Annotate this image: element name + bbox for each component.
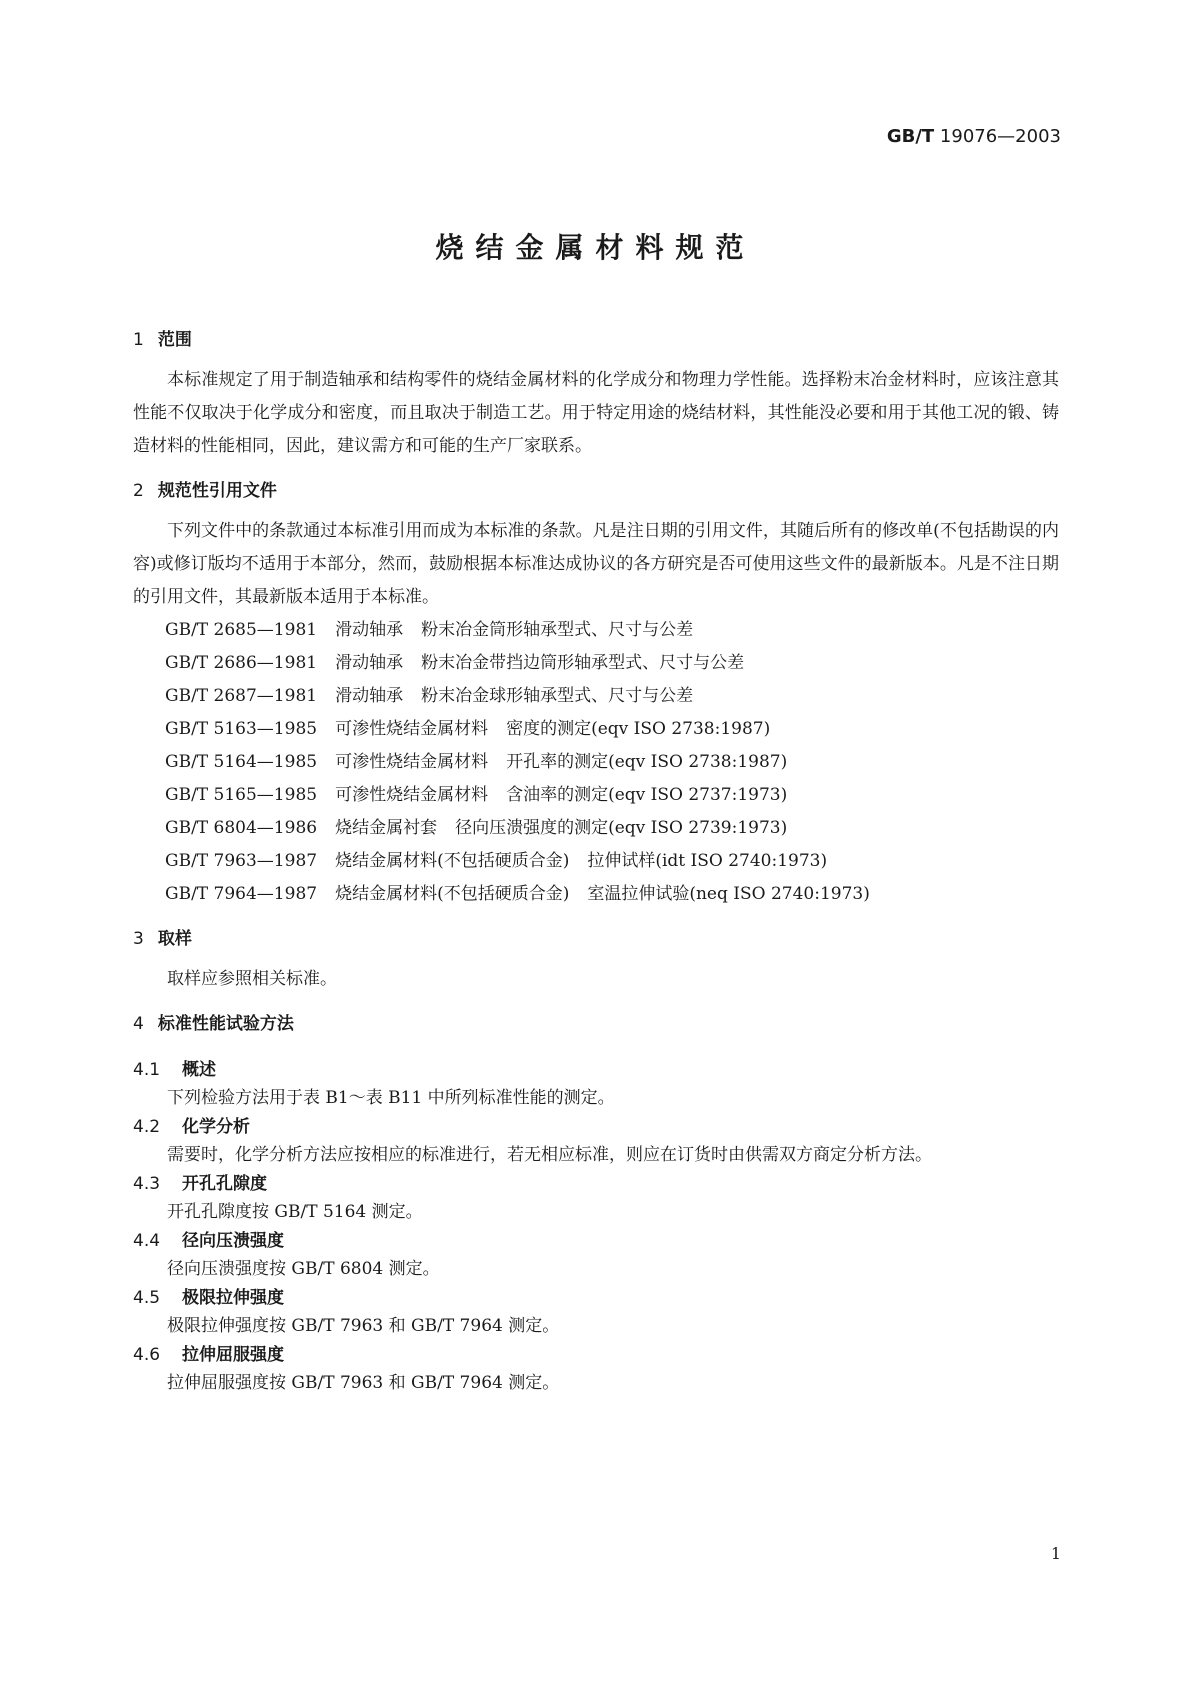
reference-code: GB/T 7963—1987 xyxy=(165,851,318,871)
reference-item xyxy=(165,680,1059,713)
subsection-number: 4.5 xyxy=(133,1288,161,1308)
normative-reference-list xyxy=(133,614,1059,911)
reference-subject: 烧结金属材料(不包括硬质合金) xyxy=(335,884,570,904)
page-number: 1 xyxy=(1050,1544,1061,1563)
reference-title: 密度的测定(eqv ISO 2738:1987) xyxy=(506,719,771,739)
subsection-4-4-paragraph: 径向压溃强度按 GB/T 6804 测定。 xyxy=(167,1259,440,1279)
reference-title: 开孔率的测定(eqv ISO 2738:1987) xyxy=(506,752,788,772)
subsection-4-5-paragraph: 极限拉伸强度按 GB/T 7963 和 GB/T 7964 测定。 xyxy=(167,1316,560,1336)
section-number: 3 xyxy=(133,929,144,949)
reference-item xyxy=(165,812,1059,845)
reference-title: 粉末冶金球形轴承型式、尺寸与公差 xyxy=(421,686,694,706)
reference-item xyxy=(165,878,1059,911)
section-title: 标准性能试验方法 xyxy=(157,1014,294,1034)
subsection-4-3-paragraph: 开孔孔隙度按 GB/T 5164 测定。 xyxy=(167,1202,423,1222)
reference-code: GB/T 2687—1981 xyxy=(165,686,318,706)
section-title: 取样 xyxy=(157,929,192,949)
section-4-heading xyxy=(133,1012,1059,1036)
reference-code: GB/T 5164—1985 xyxy=(165,752,318,772)
subsection-number: 4.3 xyxy=(133,1174,161,1194)
subsection-number: 4.6 xyxy=(133,1345,161,1365)
section-1-heading xyxy=(133,328,1059,352)
subsection-number: 4.4 xyxy=(133,1231,161,1251)
document-title: 烧结金属材料规范 xyxy=(435,231,756,264)
subsection-title: 径向压溃强度 xyxy=(182,1231,285,1251)
reference-code: GB/T 7964—1987 xyxy=(165,884,318,904)
reference-code: GB/T 2686—1981 xyxy=(165,653,318,673)
reference-item xyxy=(165,746,1059,779)
reference-item xyxy=(165,845,1059,878)
reference-subject: 滑动轴承 xyxy=(335,653,404,673)
reference-item xyxy=(165,614,1059,647)
subsection-4-4-heading xyxy=(133,1229,1059,1253)
subsection-4-5-heading xyxy=(133,1286,1059,1310)
reference-subject: 滑动轴承 xyxy=(335,686,404,706)
reference-code: GB/T 6804—1986 xyxy=(165,818,318,838)
section-1-paragraph: 本标准规定了用于制造轴承和结构零件的烧结金属材料的化学成分和物理力学性能。选择粉末冶金材料时，应该注意其性能不仅取决于化学成分和密度，而且取决于制造工艺。用于特定用途的烧结材料，其性能没必要和用于其他工况的锻、铸造材料的性能相同，因此，建议需方和可能的生产厂家联系。 xyxy=(133,370,1059,456)
reference-code: GB/T 2685—1981 xyxy=(165,620,318,640)
reference-item xyxy=(165,713,1059,746)
reference-subject: 可渗性烧结金属材料 xyxy=(335,752,489,772)
section-2-heading xyxy=(133,479,1059,503)
subsection-title: 极限拉伸强度 xyxy=(182,1288,285,1308)
reference-title: 粉末冶金筒形轴承型式、尺寸与公差 xyxy=(421,620,694,640)
subsection-4-2-heading xyxy=(133,1115,1059,1139)
standard-code-prefix: GB/T xyxy=(886,126,935,147)
reference-title: 拉伸试样(idt ISO 2740:1973) xyxy=(587,851,828,871)
standard-code-number: 19076—2003 xyxy=(939,126,1061,147)
subsection-4-2-paragraph: 需要时，化学分析方法应按相应的标准进行，若无相应标准，则应在订货时由供需双方商定分析方法。 xyxy=(167,1145,932,1165)
reference-title: 径向压溃强度的测定(eqv ISO 2739:1973) xyxy=(455,818,788,838)
section-3-heading xyxy=(133,927,1059,951)
subsection-title: 概述 xyxy=(182,1060,217,1080)
subsection-number: 4.2 xyxy=(133,1117,161,1137)
reference-subject: 烧结金属材料(不包括硬质合金) xyxy=(335,851,570,871)
subsection-4-3-heading xyxy=(133,1172,1059,1196)
reference-code: GB/T 5163—1985 xyxy=(165,719,318,739)
section-number: 2 xyxy=(133,481,144,501)
reference-title: 室温拉伸试验(neq ISO 2740:1973) xyxy=(587,884,870,904)
standard-code xyxy=(887,126,1061,147)
section-number: 4 xyxy=(133,1014,144,1034)
subsection-4-6-heading xyxy=(133,1343,1059,1367)
reference-subject: 滑动轴承 xyxy=(335,620,404,640)
section-title: 规范性引用文件 xyxy=(157,481,277,501)
subsection-title: 化学分析 xyxy=(182,1117,251,1137)
reference-code: GB/T 5165—1985 xyxy=(165,785,318,805)
subsection-4-6-paragraph: 拉伸屈服强度按 GB/T 7963 和 GB/T 7964 测定。 xyxy=(167,1373,560,1393)
section-title: 范围 xyxy=(157,330,192,350)
subsection-4-1-paragraph: 下列检验方法用于表 B1～表 B11 中所列标准性能的测定。 xyxy=(167,1088,615,1108)
section-2-paragraph: 下列文件中的条款通过本标准引用而成为本标准的条款。凡是注日期的引用文件，其随后所有的修改单(不包括勘误的内容)或修订版均不适用于本部分，然而，鼓励根据本标准达成协议的各方研究是否可使用这些文件的最新版本。凡是不注日期的引用文件，其最新版本适用于本标准。 xyxy=(133,521,1059,607)
subsection-number: 4.1 xyxy=(133,1060,161,1080)
reference-subject: 可渗性烧结金属材料 xyxy=(335,785,489,805)
reference-item xyxy=(165,779,1059,812)
reference-subject: 可渗性烧结金属材料 xyxy=(335,719,489,739)
section-number: 1 xyxy=(133,330,144,350)
reference-subject: 烧结金属衬套 xyxy=(335,818,438,838)
reference-title: 粉末冶金带挡边筒形轴承型式、尺寸与公差 xyxy=(421,653,745,673)
section-3-paragraph: 取样应参照相关标准。 xyxy=(167,969,337,989)
reference-item xyxy=(165,647,1059,680)
subsection-title: 开孔孔隙度 xyxy=(182,1174,268,1194)
document-body xyxy=(133,328,1059,1400)
reference-title: 含油率的测定(eqv ISO 2737:1973) xyxy=(506,785,788,805)
subsection-title: 拉伸屈服强度 xyxy=(182,1345,285,1365)
subsection-4-1-heading xyxy=(133,1058,1059,1082)
